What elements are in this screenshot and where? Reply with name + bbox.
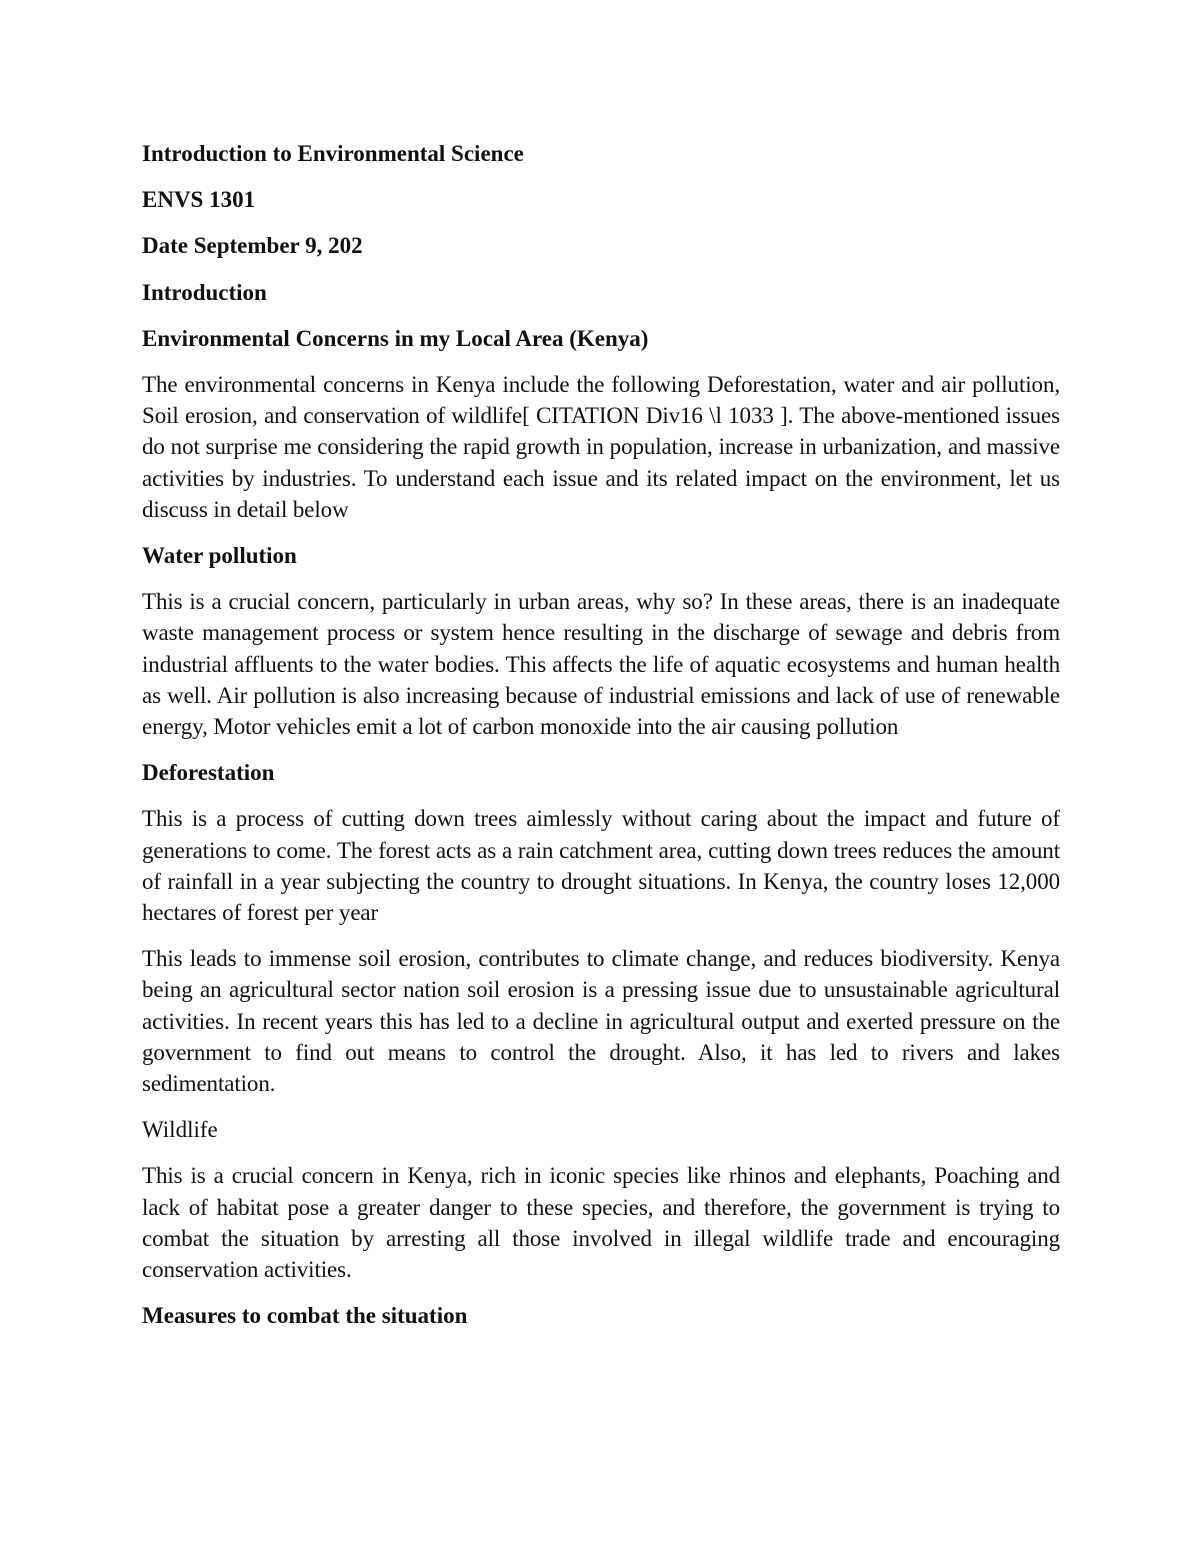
deforestation-paragraph-2: This leads to immense soil erosion, contributes to climate change, and reduces biodiversity. Kenya being an agricultural sector nation soil erosion is a pressing issue due to unsustainable agricultural activities. In recent years this has led to a decline in agricultural output and exerted pressure on the government to find out means to control the drought. Also, it has led to rivers and lakes sedimentation. bbox=[142, 946, 1060, 1097]
introduction-heading: Introduction bbox=[142, 279, 267, 305]
deforestation-paragraph-1: This is a process of cutting down trees aimlessly without caring about the impact and future of generations to come. The forest acts as a rain catchment area, cutting down trees reduces the amount of rainfall in a year subjecting the country to drought situations. In Kenya, the country loses 12,000 hectares of forest per year bbox=[142, 806, 1060, 926]
document-date: Date September 9, 202 bbox=[142, 233, 363, 259]
document-page bbox=[142, 138, 1060, 1347]
wildlife-paragraph: This is a crucial concern in Kenya, rich in iconic species like rhinos and elephants, Poaching and lack of habitat pose a greater danger to these species, and therefore, the government is trying to combat the situation by arresting all those involved in illegal wildlife trade and encouraging conservation activities. bbox=[142, 1163, 1060, 1283]
concerns-paragraph: The environmental concerns in Kenya include the following Deforestation, water and air pollution, Soil erosion, and conservation of wildlife[ CITATION Div16 \l 1033 ]. The above-mentioned issues do not surprise me considering the rapid growth in population, increase in urbanization, and massive activities by industries. To understand each issue and its related impact on the environment, let us discuss in detail below bbox=[142, 372, 1060, 522]
concerns-heading: Environmental Concerns in my Local Area (Kenya) bbox=[142, 325, 649, 351]
course-code: ENVS 1301 bbox=[142, 187, 256, 213]
course-title: Introduction to Environmental Science bbox=[142, 141, 524, 166]
measures-heading: Measures to combat the situation bbox=[142, 1303, 468, 1329]
water-pollution-paragraph: This is a crucial concern, particularly in urban areas, why so? In these areas, there is an inadequate waste management process or system hence resulting in the discharge of sewage and debris from industrial affluents to the water bodies. This affects the life of aquatic ecosystems and human health as well. Air pollution is also increasing because of industrial emissions and lack of use of renewable energy, Motor vehicles emit a lot of carbon monoxide into the air causing pollution bbox=[142, 589, 1060, 740]
wildlife-heading: Wildlife bbox=[142, 1117, 218, 1143]
water-pollution-heading: Water pollution bbox=[142, 543, 297, 569]
deforestation-heading: Deforestation bbox=[142, 760, 275, 786]
